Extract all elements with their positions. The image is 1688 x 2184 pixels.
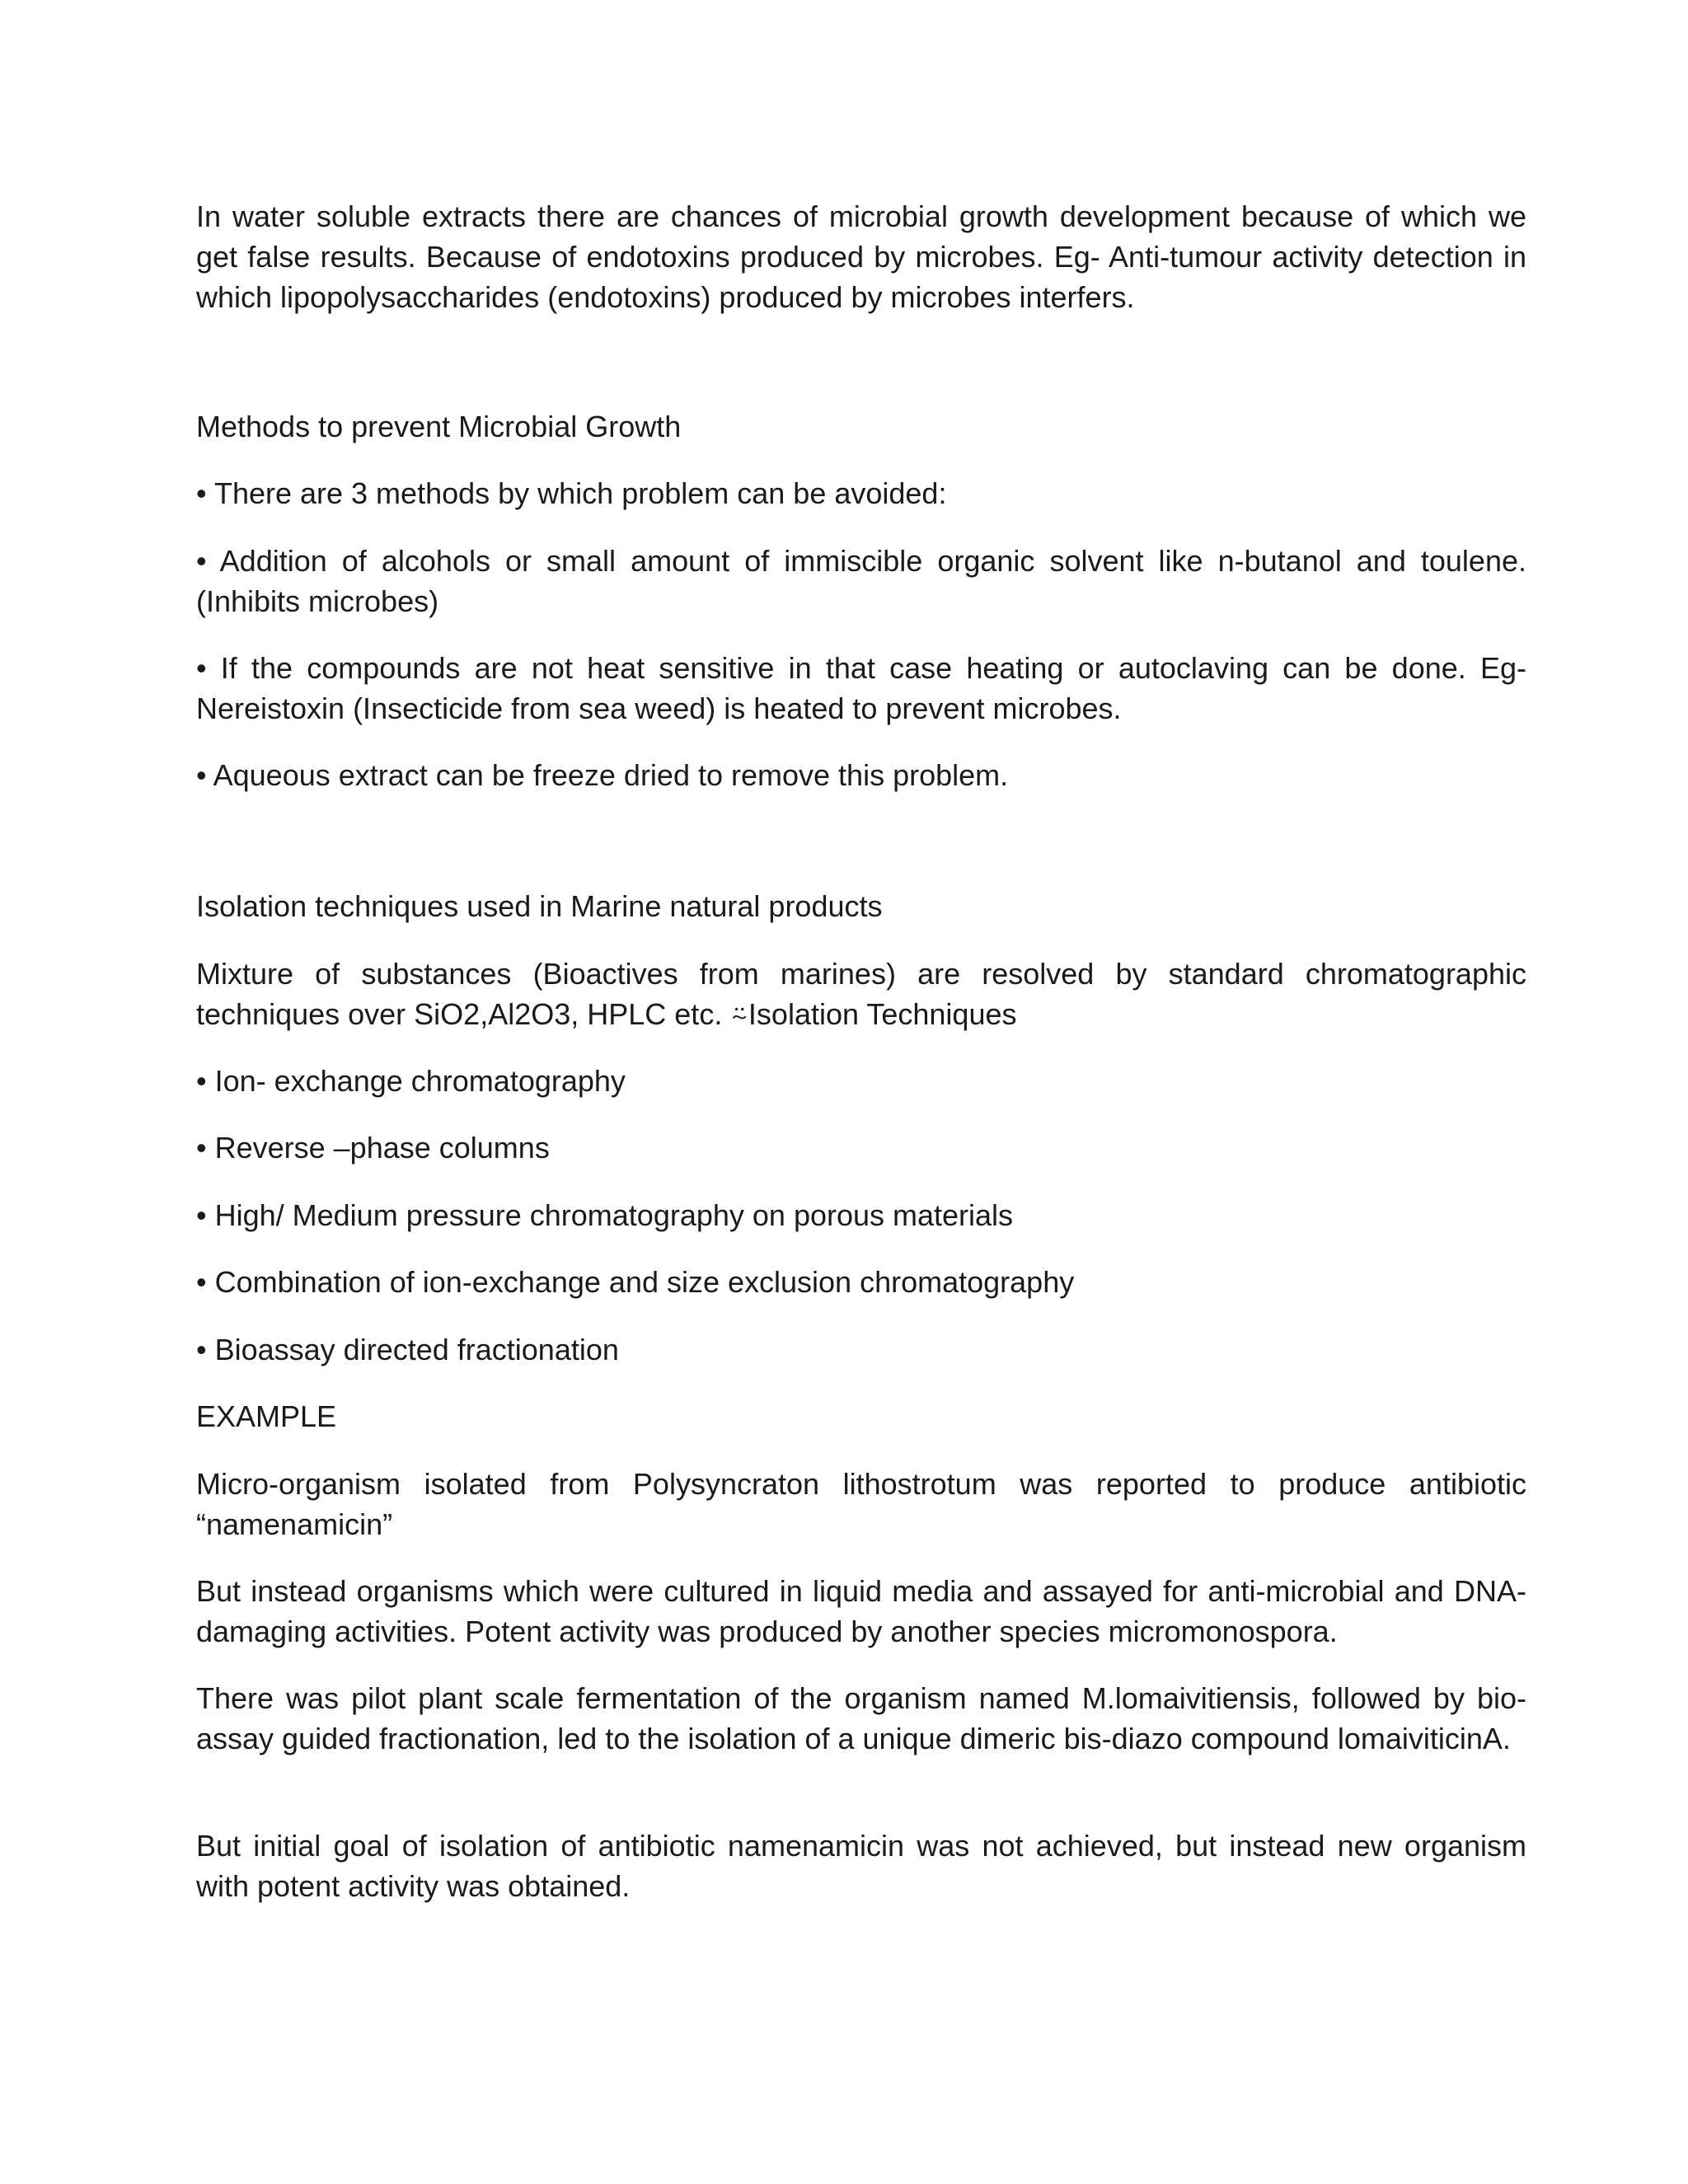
- section-heading-microbial-growth: Methods to prevent Microbial Growth: [196, 410, 682, 443]
- list-item: • Combination of ion-exchange and size exclusion chromatography: [196, 1265, 1075, 1299]
- list-item: • Reverse –phase columns: [196, 1131, 550, 1165]
- intro-paragraph: In water soluble extracts there are chances of microbial growth development because of which we get false results. Because of endotoxins produced by microbes. Eg- Anti-tumour activity detection in which lipopolysaccharides (endotoxins) produced by microbes interfers.: [196, 199, 1526, 314]
- list-item: • Ion- exchange chromatography: [196, 1064, 626, 1098]
- list-item: • Aqueous extract can be freeze dried to remove this problem.: [196, 758, 1009, 792]
- example-paragraph: But initial goal of isolation of antibiotic namenamicin was not achieved, but instead new organism with potent activity was obtained.: [196, 1829, 1526, 1903]
- list-item: • High/ Medium pressure chromatography on porous materials: [196, 1198, 1014, 1232]
- example-heading: EXAMPLE: [196, 1399, 337, 1433]
- list-item: • Bioassay directed fractionation: [196, 1333, 619, 1366]
- section-heading-isolation-techniques: Isolation techniques used in Marine natural products: [196, 889, 883, 923]
- list-item: • If the compounds are not heat sensitive in that case heating or autoclaving can be done. Eg- Nereistoxin (Insecticide from sea weed) is heated to prevent microbes.: [196, 651, 1526, 725]
- example-paragraph: Micro-organism isolated from Polysyncraton lithostrotum was reported to produce antibiotic “namenamicin”: [196, 1467, 1526, 1541]
- list-item: • Addition of alcohols or small amount of immiscible organic solvent like n-butanol and toulene. (Inhibits microbes): [196, 544, 1526, 618]
- example-paragraph: There was pilot plant scale fermentation of the organism named M.lomaivitiensis, followed by bio-assay guided fractionation, led to the isolation of a unique dimeric bis-diazo compound lomaiviticinA.: [196, 1681, 1526, 1755]
- example-paragraph: But instead organisms which were cultured in liquid media and assayed for anti-microbial and DNA-damaging activities. Potent activity was produced by another species micromonospora.: [196, 1574, 1526, 1648]
- isolation-paragraph: Mixture of substances (Bioactives from marines) are resolved by standard chromatographic techniques over SiO2,Al2O3, HPLC etc. ⍨Isolation Techniques: [196, 957, 1526, 1031]
- list-item: • There are 3 methods by which problem can be avoided:: [196, 476, 947, 510]
